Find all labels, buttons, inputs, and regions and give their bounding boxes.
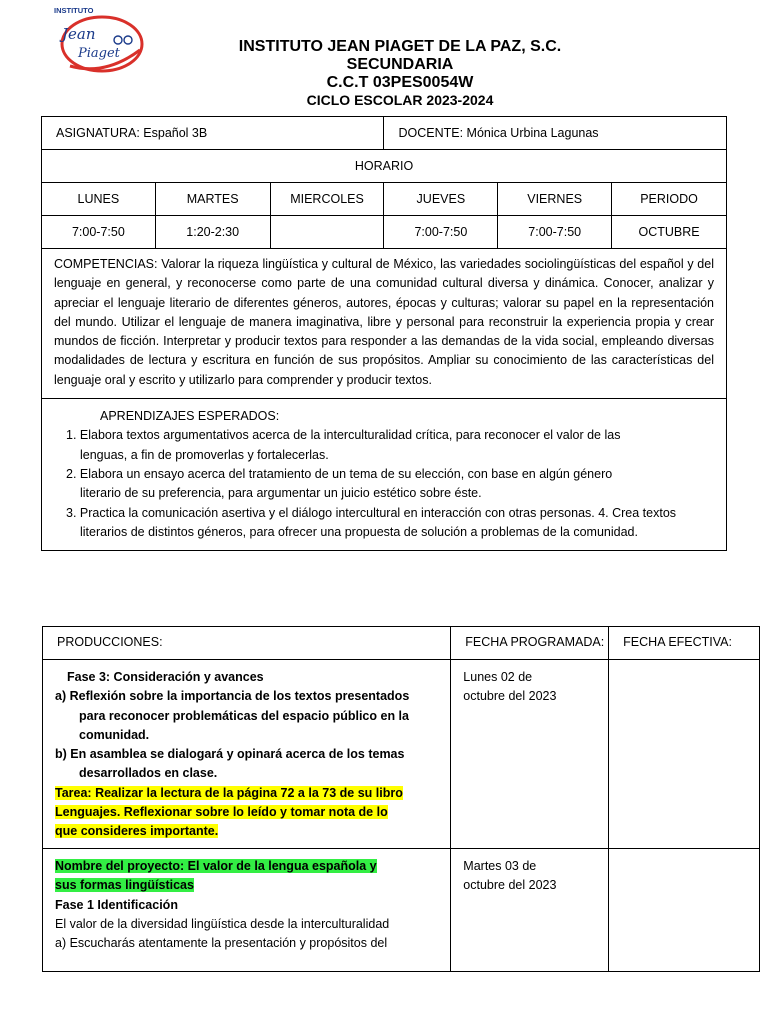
competencias-text: COMPETENCIAS: Valorar la riqueza lingüística y cultural de México, las variedades sociolingüísticas del español y del lenguaje en general, y reconocerse como parte de una comunidad cultural diversa y dinámica. Conocer, analizar y apreciar el lenguaje literario de diferentes géneros, autores, épocas y culturas; valorar su papel en la representación del mundo. Utilizar el lenguaje de manera imaginativa, libre y personal para reconstruir la experiencia propia y crear mundos de ficción. Interpretar y producir textos para responder a las demandas de la vida social, empleando diversas modalidades de lectura y escritura en función de sus propósitos. Ampliar su conocimiento de las características del lenguaje oral y escrito y utilizarlo para comprender y producir textos. (42, 249, 727, 399)
project-name: sus formas lingüísticas (55, 878, 194, 893)
produccion-cell (43, 660, 451, 849)
date-line: octubre del 2023 (463, 878, 557, 893)
aprendizajes-cell (42, 399, 727, 551)
fecha-efectiva-cell (609, 849, 760, 972)
time-cell: 1:20-2:30 (155, 216, 270, 249)
aprendizaje-item-cont: literario de su preferencia, para argumentar un juicio estético sobre éste. (80, 486, 482, 501)
schedule-title: HORARIO (42, 150, 727, 183)
time-cell (270, 216, 384, 249)
fase-title: Fase 3: Consideración y avances (67, 670, 264, 684)
aprendizaje-item: 1. Elabora textos argumentativos acerca de la interculturalidad crítica, para reconocer el valor de las (66, 428, 621, 443)
fecha-efectiva-cell (609, 660, 760, 849)
aprendizaje-item: 2. Elabora un ensayo acerca del tratamiento de un tema de su elección, con base en algún género (66, 466, 613, 481)
project-name: Nombre del proyecto: El valor de la lengua española y (55, 859, 377, 873)
tarea-text: que consideres importante. (55, 824, 219, 839)
logo-top-text: INSTITUTO (54, 6, 94, 15)
day-header: JUEVES (384, 183, 498, 216)
activity-text: El valor de la diversidad lingüística desde la interculturalidad (55, 916, 390, 931)
time-cell: 7:00-7:50 (384, 216, 498, 249)
document-header (160, 38, 640, 108)
producciones-header: PRODUCCIONES: (43, 627, 451, 660)
activity-item-cont: desarrollados en clase. (79, 766, 218, 781)
aprendizaje-item-cont: lenguas, a fin de promoverlas y fortalecerlas. (80, 447, 329, 462)
time-cell: 7:00-7:50 (42, 216, 156, 249)
date-line: Martes 03 de (463, 859, 537, 873)
logo-line1: Jean (62, 25, 96, 43)
fecha-efectiva-header: FECHA EFECTIVA: (609, 627, 760, 660)
institution-name: INSTITUTO JEAN PIAGET DE LA PAZ, S.C. (238, 38, 562, 55)
day-header: LUNES (42, 183, 156, 216)
fecha-programada-cell (451, 660, 609, 849)
activity-item-cont: para reconocer problemáticas del espacio público en la comunidad. (79, 708, 409, 742)
info-table (41, 116, 727, 551)
time-cell: OCTUBRE (612, 216, 727, 249)
subject-cell: ASIGNATURA: Español 3B (42, 117, 384, 150)
date-line: Lunes 02 de (463, 670, 533, 684)
school-logo (50, 4, 146, 74)
tarea-text: Lenguajes. Reflexionar sobre lo leído y tomar nota de lo (55, 805, 388, 820)
tarea-text: Tarea: Realizar la lectura de la página 72 a la 73 de su libro (55, 785, 403, 800)
day-header: VIERNES (498, 183, 612, 216)
cct-code: C.C.T 03PES0054W (326, 74, 474, 91)
day-header: MIERCOLES (270, 183, 384, 216)
teacher-cell: DOCENTE: Mónica Urbina Lagunas (384, 117, 727, 150)
aprendizaje-item: 3. Practica la comunicación asertiva y el diálogo intercultural en interacción con otras personas. 4. Crea textos literarios de distintos géneros, para ofrecer una propuesta de solución a problemas de la comunidad. (66, 505, 677, 539)
fase-title: Fase 1 Identificación (55, 897, 178, 912)
producciones-table (42, 626, 760, 972)
activity-text: a) Escucharás atentamente la presentación y propósitos del (55, 936, 388, 951)
level-title: SECUNDARIA (346, 56, 454, 73)
aprendizajes-title: APRENDIZAJES ESPERADOS: (100, 409, 280, 424)
fecha-programada-header: FECHA PROGRAMADA: (451, 627, 609, 660)
school-year: CICLO ESCOLAR 2023-2024 (306, 92, 494, 108)
date-line: octubre del 2023 (463, 689, 557, 704)
produccion-cell (43, 849, 451, 972)
logo-line2: Piaget (78, 46, 120, 61)
activity-item: a) Reflexión sobre la importancia de los textos presentados (55, 689, 410, 704)
fecha-programada-cell (451, 849, 609, 972)
day-header: PERIODO (612, 183, 727, 216)
day-header: MARTES (155, 183, 270, 216)
activity-item: b) En asamblea se dialogará y opinará acerca de los temas (55, 747, 405, 762)
time-cell: 7:00-7:50 (498, 216, 612, 249)
